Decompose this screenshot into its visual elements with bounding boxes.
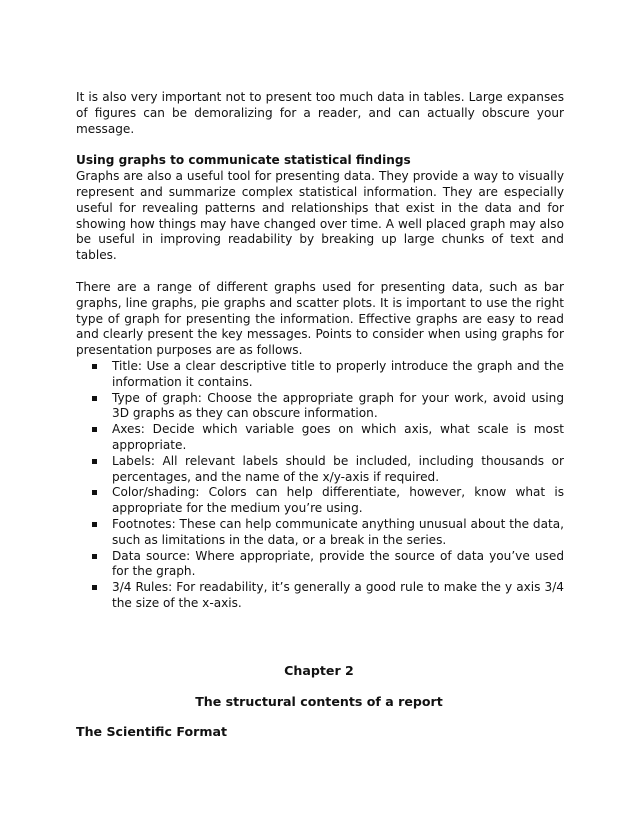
section-paragraph: Graphs are also a useful tool for presenting data. They provide a way to visually represent and summarize complex statistical information. They are especially useful for revealing patterns and relationships that exist in the data and for showing how things may have changed over time. A well placed graph may also be useful in improving readability by breaking up large chunks of text and tables. <box>76 169 564 263</box>
types-paragraph: There are a range of different graphs used for presenting data, such as bar graphs, line graphs, pie graphs and scatter plots. It is important to use the right type of graph for presenting the information. Effective graphs are easy to read and clearly present the key messages. Points to consider when using graphs for presentation purposes are as follows. <box>76 279 564 358</box>
section-heading: Using graphs to communicate statistical findings <box>76 153 411 168</box>
list-item: Footnotes: These can help communicate anything unusual about the data, such as limitations in the data, or a break in the series. <box>112 516 564 547</box>
list-item: 3/4 Rules: For readability, it’s generally a good rule to make the y axis 3/4 the size of the x-axis. <box>112 580 564 610</box>
list-item: Color/shading: Colors can help differentiate, however, know what is appropriate for the medium you’re using. <box>112 485 564 516</box>
list-item: Labels: All relevant labels should be included, including thousands or percentages, and the name of the x/y-axis if required. <box>112 453 564 484</box>
intro-paragraph: It is also very important not to present too much data in tables. Large expanses of figures can be demoralizing for a reader, and can actually obscure your message. <box>76 90 564 136</box>
list-item: Title: Use a clear descriptive title to properly introduce the graph and the information it contains. <box>112 358 564 389</box>
list-item: Axes: Decide which variable goes on which axis, what scale is most appropriate. <box>112 422 564 452</box>
body-text <box>76 90 564 612</box>
list-item: Type of graph: Choose the appropriate graph for your work, avoid using 3D graphs as they can obscure information. <box>112 390 564 421</box>
subsection-heading: The Scientific Format <box>76 724 227 739</box>
considerations-list <box>76 359 564 612</box>
list-item: Data source: Where appropriate, provide the source of data you’ve used for the graph. <box>112 548 564 579</box>
chapter-title: The structural contents of a report <box>195 694 443 709</box>
chapter-label: Chapter 2 <box>284 663 354 678</box>
